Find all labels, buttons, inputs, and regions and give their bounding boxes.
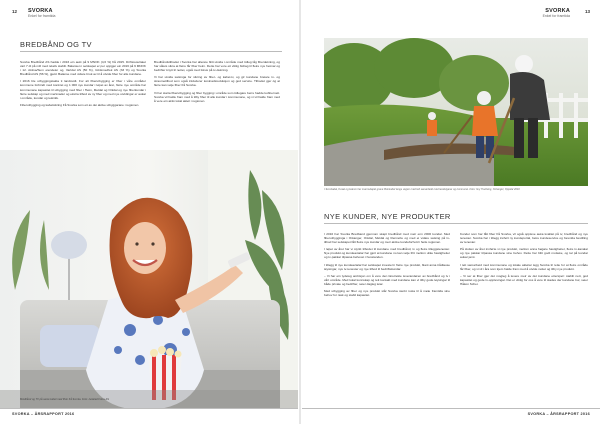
left-page	[0, 0, 298, 424]
paragraph: Bredbåndstilbodet i Svorka har allereie blitt utvida i område med tidleg låg fiberdekning, og har såleis sikra at fleire får fiber heim. Dette har vore eit viktig bidrag til fleire nye heimar og bedrifter knytt til nettet, også med fokus på tv-dekning.	[154, 60, 280, 73]
page-number: 13	[584, 9, 590, 14]
paragraph: Svorka Bredbånd AS hadde i 2016 ein aukt på 9 MNOK (4,6 %) frå 2015. Driftsresultatet vart 7 dt på mill med relativ stabilt. Balansen i selskapet er per oppgjer ein 2016 på 9 MNOK i 12. Aktiva/Sum eiendeler og, Vartdal AS (50 %), Glinkmedfek AS (33 %) og Svorka Bredbånd AS (56 %), gjeld. Balanse med vidare bruk av til å utvide fiber for alle kundane.	[20, 60, 146, 77]
section-rule	[324, 223, 588, 224]
page-number: 12	[12, 9, 18, 14]
section-title-nye-kunder: NYE KUNDER, NYE PRODUKTER	[324, 212, 451, 221]
footer-text: SVORKA – ÅRSRAPPORT 2016	[527, 412, 590, 416]
paragraph: I 2016 har Svorka Bredband gjennom skapt bredbånd med meir enn 2000 kundar. Med fiberutbygginga i Orkanger, Orkdal, Meldal og Rennebu og med ei vidare satsing på tv-tilbod har selskapet fått fleire nye kundar og meir aktive kundeforhold i heile regionen.	[324, 232, 450, 245]
brand-tagline: Enkel for framtida	[542, 14, 570, 18]
right-page-header	[302, 8, 600, 22]
photo-caption-left: Bredbånd og TV på same kabel med fiber frå Svorka. Foto: Isolated Fotos AS	[20, 398, 110, 401]
footer-text: SVORKA – ÅRSRAPPORT 2016	[12, 412, 75, 416]
paragraph: – Vi ser at fiber gjer det mogleg å levere meir av det kundane etterspør: stabilt nett, god kapasitet og gode tv-opplevingar. Det er viktig for oss å vere til stades der kundane bur, seier Håkon Schei.	[460, 273, 588, 286]
paragraph: Vi har utvida satsinga for sikring av fiber- og kabel-tv, og gir kundane breiare tv- og straumetilbod som også inkluderer kostnadsreduksjon og god service. Tilbodet gjer òg at fleire kan velje fiber frå Svorka.	[154, 75, 280, 88]
paragraph: Kunder som har fått fiber frå Svorka, vil også oppleve auka kvalitet på tv, bredbånd og nye tenester. Svorka har i tillegg innført ny kundeportal, betre kundeservice og forenkla bestilling av tenester.	[460, 232, 588, 245]
section-rule	[20, 51, 282, 52]
brand-name: SVORKA	[28, 8, 53, 14]
brand-name: SVORKA	[545, 8, 570, 14]
left-page-footer	[0, 408, 298, 416]
paragraph: Fiberutbygging og kabelsikring frå Svorka som eit av dei aktive utbyggarane i regionen.	[20, 102, 140, 107]
fiber-workers-photo	[324, 38, 588, 186]
paragraph: I 2016 ble utbyggingstakta ti landsvidt. For alt fiberutbygging er fiber i våre områder kommune forbindt med konkret og 1 000 nye kundar i løpet av året, fleire nye område har kommunane kapasitet til utbygging med fiber i Heim, Meldal og Orkdal og nye fiberkundar i fleire selskap og med merknader og ekstra tilbod av ny fiber og med nye utvidingar er aukar i område, kundar og teknikk.	[20, 79, 146, 100]
left-text-column-1	[20, 60, 146, 110]
left-page-header	[0, 8, 298, 22]
paragraph: – Vi har ein tydeleg ambisjon om å vere den føretrekte leverandøren av bredbånd og tv i vårt område. Med lokal kunnskap og tett kontakt med kundane kan vi tilby gode løysingar til både private og bedrifter, seier dagleg leiar.	[324, 273, 450, 286]
paragraph: I tillegg til nye kundeavtalar har selskapet investert i fleire nye produkt, blant anna trådlause løysingar, nye tv-tenester og nye tilbod til bedriftskundar.	[324, 262, 450, 271]
paragraph: Med utbygging av fiber og nye produkt står Svorka sterkt rusta til å møte framtida sine behov for rask og stabil kapasitet.	[324, 289, 450, 298]
page-gutter	[299, 0, 301, 424]
woman-tv-remote-photo	[0, 150, 298, 408]
photo-caption-right: I Svorkadal, Kvaal og Hakon har mannskapet grave fiberkabel langs vegen med tett samarbeid med landeigarar og kommune. Foto: Gry Tranberg, Orkanger, Oppdal 2016	[324, 188, 520, 191]
paragraph: I tett samarbeid med kommunane og lokale aktørar legg Svorka til rette for at fleire område får fiber, og vi vil i åra som kjem halde fram med å utvide nettet og tilby nye produkt.	[460, 262, 588, 271]
left-text-column-2	[154, 60, 280, 106]
right-page	[302, 0, 600, 424]
right-page-footer	[302, 408, 600, 416]
section-title-bredband: BREDBÅND OG TV	[20, 40, 92, 49]
paragraph: I løpet av året har vi styrkt tilbodet til kundane med bredbånd, tv og fleire tilleggstenester. Nye produkt og kundeavtalar har gjort at kundane no kan velje fritt mellom ulike hastigheiter og tv-pakkar tilpassa behovet i husstanden.	[324, 247, 450, 260]
paragraph: På slutten av året innførte vi nye produkt, mellom anna høgare hastigheiter, fleire tv-kanalar og nye pakkar tilpassa kundane sine behov. Dette har blitt godt motteke, og tal på kundar aukar jamt.	[460, 247, 588, 260]
brand-tagline: Enkel for framtida	[28, 14, 56, 18]
right-text-column-1	[324, 232, 450, 300]
paragraph: Vi har starta fiberutbygging og fiber bygging i område som tidlegare berre hadde kobbernett. Svorka vil halde fram med å tilby fiber til alle kundar i kommunane, og vi vil halde fram med å vere ein aktiv lokal aktør i regionen.	[154, 90, 281, 103]
right-text-column-2	[460, 232, 588, 289]
